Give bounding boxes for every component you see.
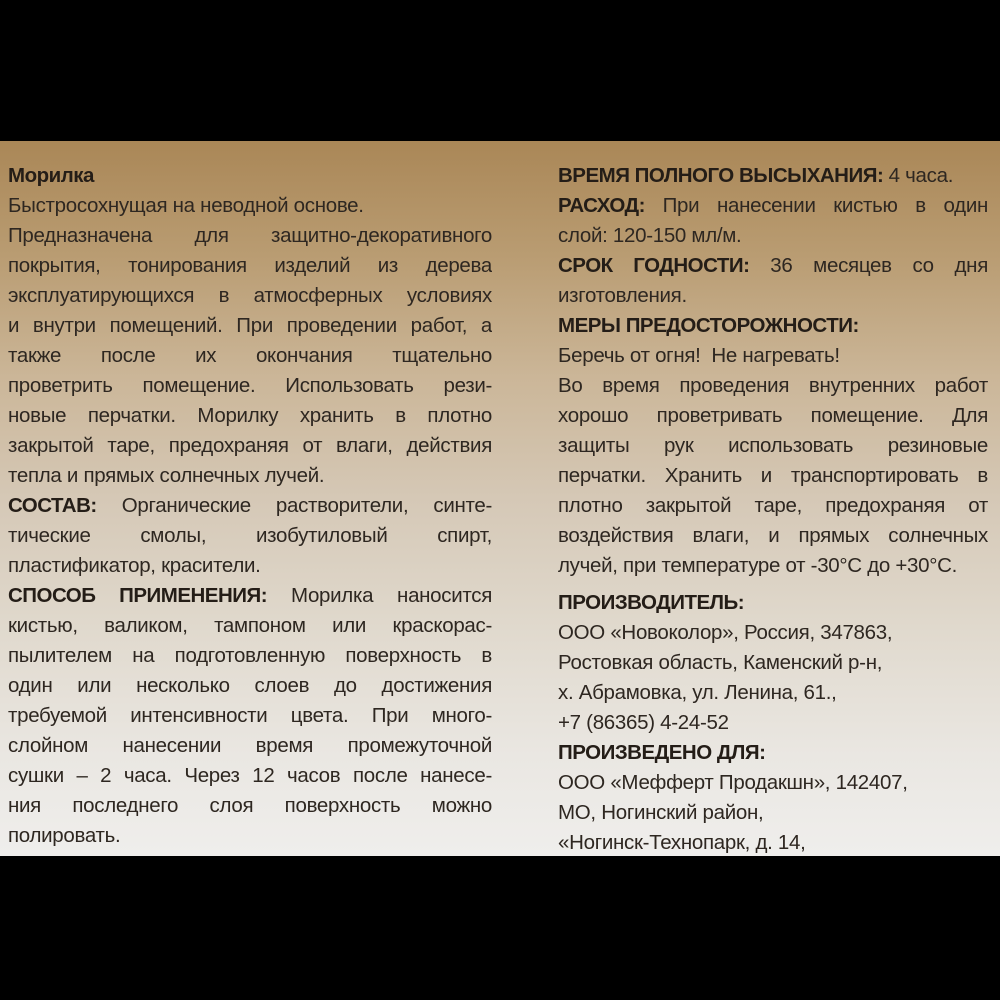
text-line: ния последнего слоя поверхность можно <box>8 794 492 817</box>
text-line <box>558 588 988 618</box>
text-line <box>558 738 988 768</box>
text-line: СПОСОБ ПРИМЕНЕНИЯ: Морилка наносится <box>8 584 492 607</box>
text-line <box>558 311 988 341</box>
label-column-left <box>8 161 492 856</box>
label-content <box>0 141 1000 856</box>
text-line: «Ногинск-Технопарк, д. 14, <box>558 831 806 854</box>
text-line: РАСХОД: При нанесении кистью в один <box>558 194 988 217</box>
section-label: СПОСОБ ПРИМЕНЕНИЯ: <box>8 584 268 607</box>
text-line: кистью, валиком, тампоном или краскорас- <box>8 614 492 637</box>
text-line: слой: 120-150 мл/м. <box>558 224 742 247</box>
text-line: +7 (86365) 4-24-52 <box>558 711 729 734</box>
text-line: лучей, при температуре от -30°С до +30°С. <box>558 554 958 577</box>
text-line: пластификатор, красители. <box>8 554 261 577</box>
text-line: СРОК ГОДНОСТИ: 36 месяцев со дня <box>558 254 988 277</box>
text-line: пылителем на подготовленную поверхность в <box>8 644 492 667</box>
text-line: плотно закрытой таре, предохраняя от <box>558 494 988 517</box>
text-line: изготовления. <box>558 284 687 307</box>
text-line: сушки – 2 часа. Через 12 часов после нанесе- <box>8 764 492 787</box>
text-line: Предназначена для защитно-декоративного <box>8 224 492 247</box>
text-line: эксплуатирующихся в атмосферных условиях <box>8 284 492 307</box>
text-line: хорошо проветривать помещение. Для <box>558 404 988 427</box>
text-line: х. Абрамовка, ул. Ленина, 61., <box>558 681 837 704</box>
text-line: закрытой таре, предохраняя от влаги, действия <box>8 434 492 457</box>
top-black-bar <box>0 0 1000 141</box>
bottom-black-bar <box>0 856 1000 1000</box>
text-line: защиты рук использовать резиновые <box>558 434 988 457</box>
text-line: СОСТАВ: Органические растворители, синте- <box>8 494 492 517</box>
text-line: Ростовкая область, Каменский р-н, <box>558 651 883 674</box>
text-line: слойном нанесении время промежуточной <box>8 734 492 757</box>
section-label: РАСХОД: <box>558 194 645 217</box>
text-line: также после их окончания тщательно <box>8 344 492 367</box>
product-title <box>8 161 492 191</box>
text-line: Во время проведения внутренних работ <box>558 374 988 397</box>
text-line: воздействия влаги, и прямых солнечных <box>558 524 988 547</box>
text-line: полировать. <box>8 824 121 847</box>
text-line: новые перчатки. Морилку хранить в плотно <box>8 404 492 427</box>
text-line: ООО «Новоколор», Россия, 347863, <box>558 621 893 644</box>
text-line: покрытия, тонирования изделий из дерева <box>8 254 492 277</box>
section-label: СРОК ГОДНОСТИ: <box>558 254 750 277</box>
text-line: Быстросохнущая на неводной основе. <box>8 194 364 217</box>
section-label: ПРОИЗВЕДЕНО ДЛЯ: <box>558 741 766 764</box>
section-label: СОСТАВ: <box>8 494 97 517</box>
section-label: МЕРЫ ПРЕДОСТОРОЖНОСТИ: <box>558 314 859 337</box>
text-line: ООО «Мефферт Продакшн», 142407, <box>558 771 908 794</box>
text-line: один или несколько слоев до достижения <box>8 674 492 697</box>
section-label: ПРОИЗВОДИТЕЛЬ: <box>558 591 745 614</box>
text-line: требуемой интенсивности цвета. При много- <box>8 704 492 727</box>
section-label: ВРЕМЯ ПОЛНОГО ВЫСЫХАНИЯ: <box>558 164 884 187</box>
text-line: ВРЕМЯ ПОЛНОГО ВЫСЫХАНИЯ: 4 часа. <box>558 164 954 187</box>
text-line: Беречь от огня! Не нагревать! <box>558 344 840 367</box>
section-label: Морилка <box>8 164 94 187</box>
text-line: и внутри помещений. При проведении работ, а <box>8 314 492 337</box>
text-line: МО, Ногинский район, <box>558 801 764 824</box>
text-line: тепла и прямых солнечных лучей. <box>8 464 325 487</box>
text-line: перчатки. Хранить и транспортировать в <box>558 464 988 487</box>
text-line: проветрить помещение. Использовать рези- <box>8 374 492 397</box>
label-column-right <box>558 161 988 856</box>
text-line: тические смолы, изобутиловый спирт, <box>8 524 492 547</box>
